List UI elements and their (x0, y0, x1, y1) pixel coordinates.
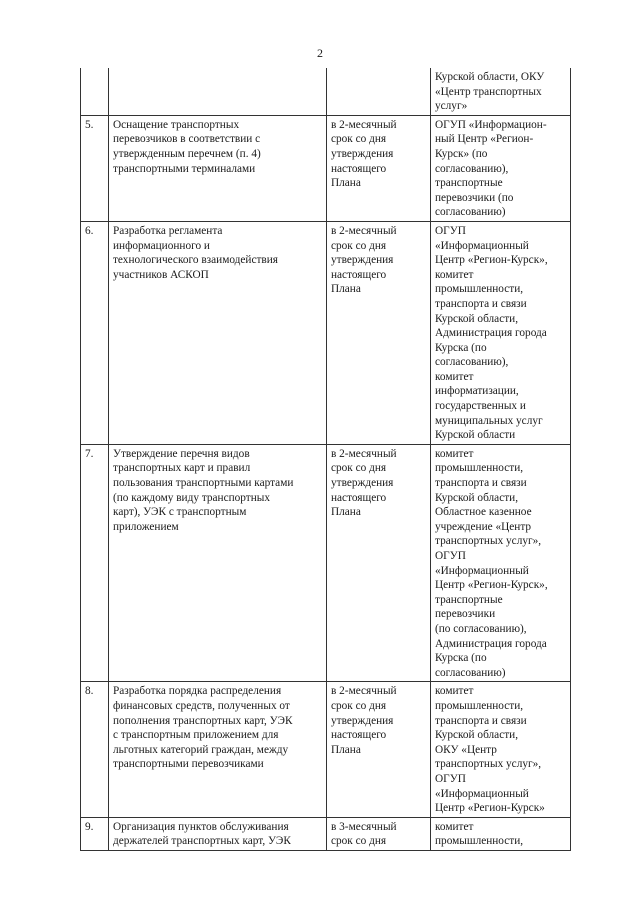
term-cell-line: срок со дня (331, 835, 387, 848)
responsible-cell-line: транспортных услуг», (435, 535, 542, 548)
responsible-cell-line: комитет (435, 820, 474, 833)
table-row (81, 221, 571, 444)
responsible-cell-line: Курской области, (435, 729, 519, 742)
task-cell (109, 817, 327, 850)
term-cell-line: в 2-месячный (331, 685, 397, 698)
task-cell-line: информационного и (113, 239, 210, 252)
responsible-cell-line: (по согласованию), (435, 622, 527, 635)
task-cell-line: карт), УЭК с транспортным (113, 506, 247, 519)
task-cell (109, 444, 327, 682)
responsible-cell-line: комитет (435, 685, 474, 698)
responsible-cell-line: Центр «Регион-Курск» (435, 802, 545, 815)
table-row (81, 817, 571, 850)
task-cell-line: приложением (113, 520, 179, 533)
responsible-cell-line: промышленности, (435, 283, 524, 296)
term-cell-line: в 2-месячный (331, 447, 397, 460)
responsible-cell-line: промышленности, (435, 462, 524, 475)
responsible-cell-line: согласованию) (435, 206, 506, 219)
responsible-cell (431, 221, 571, 444)
responsible-cell-line: транспорта и связи (435, 714, 527, 727)
responsible-cell-line: транспорта и связи (435, 297, 527, 310)
task-cell-line: Оснащение транспортных (113, 118, 240, 131)
term-cell-line: Плана (331, 177, 361, 190)
responsible-cell-line: ОГУП (435, 224, 466, 237)
task-cell-line: держателей транспортных карт, УЭК (113, 835, 291, 848)
plan-table-body (81, 68, 571, 850)
plan-table (80, 68, 571, 851)
responsible-cell-line: комитет (435, 370, 474, 383)
row-number: 5. (81, 115, 109, 221)
task-cell-line: с транспортным приложением для (113, 729, 279, 742)
responsible-cell-line: «Информационный (435, 564, 529, 577)
term-cell (327, 115, 431, 221)
task-cell-line: перевозчиков в соответствии с (113, 133, 261, 146)
responsible-cell-line: Курска (по (435, 341, 487, 354)
term-cell-line: настоящего (331, 162, 387, 175)
term-cell-line: срок со дня (331, 699, 387, 712)
task-cell-line: технологического взаимодействия (113, 254, 279, 267)
term-cell (327, 221, 431, 444)
responsible-cell-line: муниципальных услуг (435, 414, 543, 427)
term-cell-line: настоящего (331, 268, 387, 281)
row-number (81, 68, 109, 115)
task-cell-line: Утверждение перечня видов (113, 447, 250, 460)
responsible-cell-line: согласованию), (435, 162, 509, 175)
responsible-cell-line: согласованию) (435, 666, 506, 679)
task-cell-line: пополнения транспортных карт, УЭК (113, 714, 293, 727)
term-cell-line: утверждения (331, 254, 394, 267)
term-cell (327, 444, 431, 682)
responsible-cell-line: Курской области, (435, 491, 519, 504)
responsible-cell (431, 817, 571, 850)
responsible-cell-line: «Информационный (435, 239, 529, 252)
responsible-cell-line: ОГУП (435, 772, 466, 785)
responsible-cell (431, 68, 571, 115)
responsible-cell (431, 115, 571, 221)
term-cell-line: в 3-месячный (331, 820, 397, 833)
term-cell-line: Плана (331, 506, 361, 519)
responsible-cell (431, 444, 571, 682)
term-cell-line: настоящего (331, 491, 387, 504)
responsible-cell-line: ОКУ «Центр (435, 743, 497, 756)
responsible-cell-line: Областное казенное (435, 506, 532, 519)
term-cell-line: срок со дня (331, 462, 387, 475)
responsible-cell-line: государственных и (435, 400, 526, 413)
responsible-cell-line: перевозчики (435, 608, 496, 621)
table-row (81, 444, 571, 682)
task-cell-line: пользования транспортными картами (113, 477, 294, 490)
term-cell-line: Плана (331, 283, 361, 296)
responsible-cell-line: «Информационный (435, 787, 529, 800)
responsible-cell-line: Центр «Регион-Курск», (435, 254, 548, 267)
responsible-cell-line: перевозчики (по (435, 191, 514, 204)
task-cell (109, 221, 327, 444)
term-cell-line: Плана (331, 743, 361, 756)
responsible-cell-line: информатизации, (435, 385, 519, 398)
responsible-cell-line: Курской области, (435, 312, 519, 325)
term-cell-line: утверждения (331, 714, 394, 727)
term-cell-line: в 2-месячный (331, 224, 397, 237)
responsible-cell-line: учреждение «Центр (435, 520, 532, 533)
responsible-cell-line: ный Центр «Регион- (435, 133, 534, 146)
term-cell-line: утверждения (331, 477, 394, 490)
table-row (81, 68, 571, 115)
task-cell-line: льготных категорий граждан, между (113, 743, 289, 756)
task-cell-line: Разработка регламента (113, 224, 223, 237)
responsible-cell-line: транспортных услуг», (435, 758, 542, 771)
responsible-cell-line: ОГУП (435, 550, 466, 562)
responsible-cell-line: транспорта и связи (435, 477, 527, 490)
responsible-cell-line: транспортные (435, 593, 503, 606)
term-cell-line: срок со дня (331, 133, 387, 146)
task-cell-line: транспортных карт и правил (113, 462, 251, 475)
term-cell-line: утверждения (331, 147, 394, 160)
task-cell-line: участников АСКОП (113, 268, 209, 281)
row-number: 8. (81, 682, 109, 817)
task-cell-line: Организация пунктов обслуживания (113, 820, 289, 833)
responsible-cell (431, 682, 571, 817)
term-cell (327, 68, 431, 115)
table-row (81, 115, 571, 221)
responsible-cell-line: согласованию), (435, 356, 509, 369)
term-cell-line: срок со дня (331, 239, 387, 252)
responsible-cell-line: ОГУП «Информацион- (435, 118, 547, 131)
task-cell-line: (по каждому виду транспортных (113, 491, 271, 504)
term-cell-line: в 2-месячный (331, 118, 397, 131)
responsible-cell-line: Курской области, ОКУ (435, 71, 545, 83)
table-row (81, 682, 571, 817)
row-number: 6. (81, 221, 109, 444)
term-cell (327, 817, 431, 850)
responsible-cell-line: услуг» (435, 100, 468, 113)
responsible-cell-line: Курска (по (435, 652, 487, 665)
responsible-cell-line: Администрация города (435, 637, 547, 650)
task-cell-line: финансовых средств, полученных от (113, 699, 290, 712)
responsible-cell-line: промышленности, (435, 699, 524, 712)
row-number: 9. (81, 817, 109, 850)
responsible-cell-line: Курск» (по (435, 147, 488, 160)
task-cell-line: утвержденным перечнем (п. 4) (113, 147, 261, 160)
responsible-cell-line: Администрация города (435, 327, 547, 340)
responsible-cell-line: промышленности, (435, 835, 524, 848)
responsible-cell-line: Центр «Регион-Курск», (435, 579, 548, 592)
responsible-cell-line: комитет (435, 268, 474, 281)
page-number: 2 (317, 46, 323, 60)
term-cell-line: настоящего (331, 729, 387, 742)
task-cell-line: транспортными терминалами (113, 162, 256, 175)
responsible-cell-line: Курской области (435, 429, 516, 442)
task-cell (109, 115, 327, 221)
row-number: 7. (81, 444, 109, 682)
task-cell-line: Разработка порядка распределения (113, 685, 282, 698)
task-cell-line: транспортными перевозчиками (113, 758, 264, 771)
responsible-cell-line: транспортные (435, 177, 503, 190)
task-cell (109, 68, 327, 115)
responsible-cell-line: комитет (435, 447, 474, 460)
responsible-cell-line: «Центр транспортных (435, 85, 542, 98)
task-cell (109, 682, 327, 817)
term-cell (327, 682, 431, 817)
